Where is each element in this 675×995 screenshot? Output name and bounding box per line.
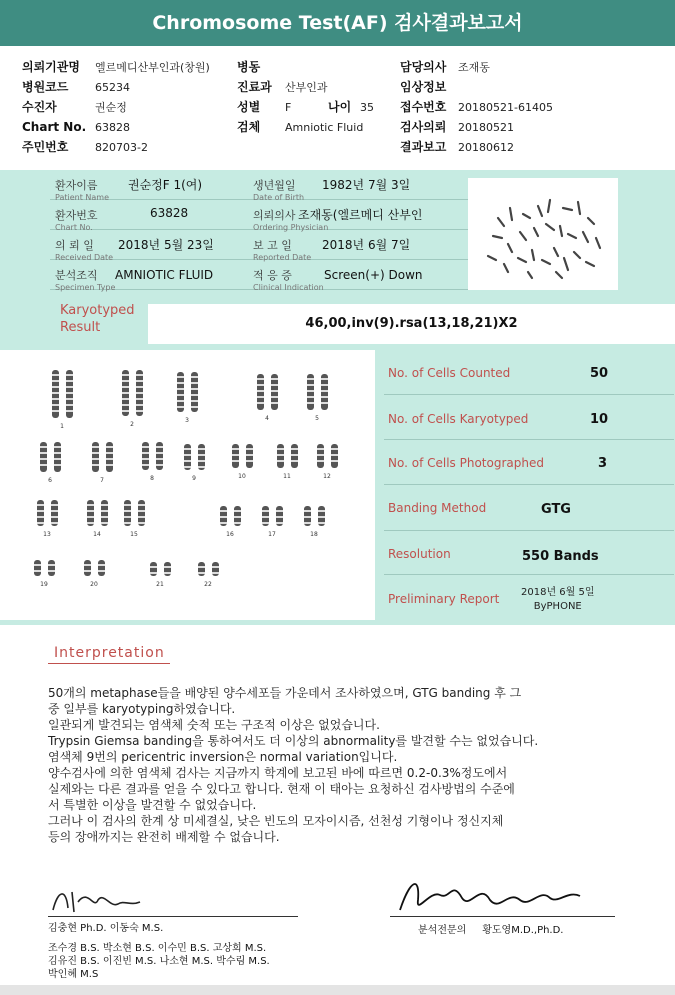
chromosome-pair: [220, 506, 241, 526]
header-label: 병동: [237, 60, 261, 74]
chromosome-number: 21: [156, 581, 164, 588]
chromosome-number: 13: [43, 531, 51, 538]
patient-name-value: 권순정F 1(여): [128, 178, 203, 192]
karyotype-label-line1: Karyotyped: [60, 303, 135, 318]
indication-label: 적 응 증: [253, 269, 292, 282]
chromosome-number: 10: [238, 473, 246, 480]
interpretation-line: 50개의 metaphase들을 배양된 양수세포들 가운데서 조사하였으며, GTG banding 후 그: [48, 686, 522, 700]
header-label: 검체: [237, 120, 261, 134]
header-info: [0, 46, 675, 170]
header-value: 20180521: [458, 121, 514, 134]
chromosome-pair: [52, 370, 73, 418]
header-label: 임상정보: [400, 80, 447, 94]
report-title: Chromosome Test(AF) 검사결과보고서: [0, 0, 675, 46]
specimen-value: AMNIOTIC FLUID: [115, 268, 214, 282]
header-label: 주민번호: [22, 140, 69, 154]
interpretation-line: 실제와는 다른 결과를 얻을 수 있다고 합니다. 현재 이 태아는 요청하신 검사방법의 수준에: [48, 782, 515, 796]
chromosome-pair: [257, 374, 278, 410]
chart-sub: Chart No.: [55, 223, 93, 232]
chromosome-pair: [37, 500, 58, 526]
interpretation-line: Trypsin Giemsa banding을 통하여서도 더 이상의 abnormality를 발견할 수는 없었습니다.: [48, 734, 539, 748]
karyotype-label-line2: Result: [60, 320, 101, 335]
reported-value: 2018년 6월 7일: [322, 238, 411, 252]
signature-left-line4: 박인혜 M.S: [48, 969, 99, 980]
patient-name-sub: Patient Name: [55, 193, 109, 202]
signature-left: [48, 880, 308, 990]
metaphase-image: [468, 178, 618, 290]
karyotype-result: 46,00,inv(9).rsa(13,18,21)X2: [148, 304, 675, 344]
stat-label: No. of Cells Karyotyped: [388, 412, 529, 426]
header-label: 수진자: [22, 100, 57, 114]
interpretation-title: Interpretation: [54, 645, 165, 661]
stat-value: 50: [590, 366, 609, 381]
signature-right-icon: [390, 870, 590, 920]
stat-value: 3: [598, 456, 608, 471]
stat-label: Preliminary Report: [388, 592, 500, 606]
header-label: 진료과: [237, 80, 272, 94]
interpretation-line: 염색체 9번의 pericentric inversion은 normal variation입니다.: [48, 750, 398, 764]
header-label: Chart No.: [22, 120, 87, 134]
header-value: 권순정: [95, 101, 127, 114]
signature-right-name: 황도영M.D.,Ph.D.: [482, 925, 564, 936]
chromosome-number: 16: [226, 531, 234, 538]
stat-label: Resolution: [388, 547, 451, 561]
interpretation-line: 중 일부를 karyotyping하였습니다.: [48, 702, 236, 716]
preliminary-date: 2018년 6월 5일: [521, 587, 595, 598]
chromosome-number: 19: [40, 581, 48, 588]
chromosome-number: 9: [192, 475, 196, 482]
received-value: 2018년 5월 23일: [118, 238, 214, 252]
chromosome-number: 22: [204, 581, 212, 588]
chromosome-number: 20: [90, 581, 98, 588]
chromosome-pair: [307, 374, 328, 410]
chromosome-pair: [124, 500, 145, 526]
chromosome-number: 4: [265, 415, 269, 422]
signature-left-line3: 김유진 B.S. 이진빈 M.S. 나소현 M.S. 박수림 M.S.: [48, 956, 270, 967]
header-value: 조재동: [458, 61, 490, 74]
patient-name-label: 환자이름: [55, 179, 98, 192]
chromosome-number: 6: [48, 477, 52, 484]
karyogram-image: [0, 350, 375, 620]
chromosome-number: 7: [100, 477, 104, 484]
chromosome-number: 18: [310, 531, 318, 538]
karyogram-section: [0, 350, 675, 625]
dob-value: 1982년 7월 3일: [322, 178, 411, 192]
chromosome-pair: [198, 562, 219, 576]
interpretation-line: 그러나 이 검사의 한계 상 미세결실, 낮은 빈도의 모자이시즘, 선천성 기형이나 정신지체: [48, 814, 504, 828]
header-label: 검사의뢰: [400, 120, 447, 134]
chromosome-number: 12: [323, 473, 331, 480]
received-sub: Received Date: [55, 253, 114, 262]
stats-panel: [376, 350, 675, 625]
chromosome-pair: [177, 372, 198, 412]
header-value: 산부인과: [285, 81, 328, 94]
signature-right-role: 분석전문의: [418, 925, 467, 936]
stat-label: No. of Cells Counted: [388, 366, 511, 380]
age-value: 35: [360, 101, 374, 114]
chromosome-number: 17: [268, 531, 276, 538]
header-label: 의뢰기관명: [22, 60, 80, 74]
chromosome-pair: [277, 444, 298, 468]
chromosome-pair: [150, 562, 171, 576]
indication-sub: Clinical Indication: [253, 283, 324, 292]
header-label: 결과보고: [400, 140, 447, 154]
chromosome-number: 15: [130, 531, 138, 538]
received-label: 의 뢰 일: [55, 239, 94, 252]
chart-label: 환자번호: [55, 209, 98, 222]
header-value: 20180521-61405: [458, 101, 553, 114]
signature-right: [390, 870, 630, 950]
reported-sub: Reported Date: [253, 253, 312, 262]
specimen-label: 분석조직: [55, 269, 98, 282]
header-value: 20180612: [458, 141, 514, 154]
preliminary-method: ByPHONE: [533, 601, 582, 612]
age-label: 나이: [328, 100, 352, 114]
physician-sub: Ordering Physician: [253, 223, 329, 232]
header-value: 63828: [95, 121, 130, 134]
chromosome-pair: [34, 560, 55, 576]
signature-left-line1: 김충현 Ph.D. 이동숙 M.S.: [48, 923, 164, 934]
karyotype-row: [0, 300, 675, 350]
stat-label: No. of Cells Photographed: [388, 456, 544, 470]
dob-label: 생년월일: [253, 179, 296, 192]
chromosome-number: 14: [93, 531, 101, 538]
chromosome-pair: [304, 506, 325, 526]
physician-value: 조재동(엘르메디 산부인: [298, 208, 423, 222]
reported-label: 보 고 일: [253, 239, 292, 252]
header-label: 병원코드: [22, 80, 69, 94]
chromosome-number: 8: [150, 475, 154, 482]
chromosome-number: 1: [60, 423, 64, 430]
chart-value: 63828: [150, 206, 189, 220]
interpretation-line: 양수검사에 의한 염색체 검사는 지금까지 학계에 보고된 바에 따르면 0.2-0.3%정도에서: [48, 766, 508, 780]
chromosome-pair: [184, 444, 205, 470]
header-value: 엘르메디산부인과(창원): [95, 61, 210, 74]
stat-value: 550 Bands: [522, 549, 599, 564]
header-label: 담당의사: [400, 60, 447, 74]
signature-left-icon: [48, 880, 148, 920]
physician-label: 의뢰의사: [253, 209, 296, 222]
chromosome-pair: [122, 370, 143, 416]
specimen-sub: Specimen Type: [55, 283, 116, 292]
interpretation-body: [48, 685, 668, 845]
interpretation-line: 등의 장애까지는 완전히 배제할 수 없습니다.: [48, 830, 280, 844]
header-value: F: [285, 101, 292, 114]
interpretation-line: 서 특별한 이상을 발견할 수 없었습니다.: [48, 798, 257, 812]
chromosome-pair: [87, 500, 108, 526]
header-label: 접수번호: [400, 100, 447, 114]
interpretation-line: 일관되게 발견되는 염색체 숫적 또는 구조적 이상은 없었습니다.: [48, 718, 380, 732]
signature-left-line2: 조수경 B.S. 박소현 B.S. 이수민 B.S. 고상희 M.S.: [48, 943, 267, 954]
indication-value: Screen(+) Down: [324, 268, 423, 282]
chromosome-pair: [262, 506, 283, 526]
footer-bar: [0, 985, 675, 995]
header-value: 65234: [95, 81, 130, 94]
chromosome-pair: [142, 442, 163, 470]
interpretation-section: [0, 625, 675, 865]
chromosome-number: 11: [283, 473, 291, 480]
header-value: Amniotic Fluid: [285, 121, 364, 134]
chromosome-number: 3: [185, 417, 189, 424]
chromosome-number: 2: [130, 421, 134, 428]
stat-value: 10: [590, 412, 609, 427]
dob-sub: Date of Birth: [253, 193, 305, 202]
stat-label: Banding Method: [388, 501, 487, 515]
chromosome-pair: [92, 442, 113, 472]
stat-value: GTG: [541, 502, 571, 517]
header-value: 820703-2: [95, 141, 148, 154]
chromosome-pair: [317, 444, 338, 468]
chromosome-pair: [84, 560, 105, 576]
header-label: 성별: [237, 100, 261, 114]
chromosome-number: 5: [315, 415, 319, 422]
chromosome-pair: [232, 444, 253, 468]
chromosome-pair: [40, 442, 61, 472]
